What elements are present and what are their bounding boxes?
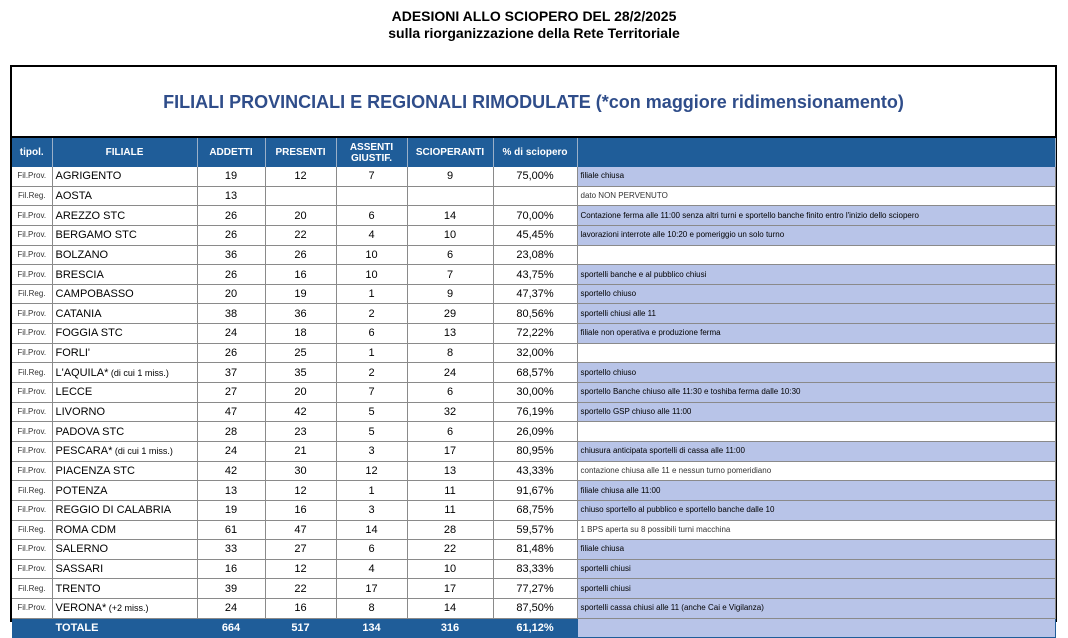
cell-tipol: Fil.Reg. — [12, 520, 52, 540]
cell-addetti: 24 — [197, 324, 265, 344]
cell-scioperanti: 13 — [407, 461, 493, 481]
cell-note — [577, 245, 1055, 265]
cell-scioperanti: 22 — [407, 540, 493, 560]
cell-percentuale: 80,56% — [493, 304, 577, 324]
cell-presenti: 42 — [265, 402, 336, 422]
table-row — [12, 284, 1055, 304]
report-frame — [10, 65, 1057, 635]
cell-note: sportelli chiusi — [577, 559, 1055, 579]
cell-assenti: 12 — [336, 461, 407, 481]
header-tipol: tipol. — [12, 138, 52, 167]
cell-presenti: 20 — [265, 206, 336, 226]
filiale-name: FOGGIA STC — [55, 327, 123, 340]
cell-percentuale: 87,50% — [493, 599, 577, 619]
cell-scioperanti: 6 — [407, 383, 493, 403]
table-row — [12, 540, 1055, 560]
cell-percentuale: 26,09% — [493, 422, 577, 442]
total-note — [577, 618, 1055, 638]
header-note — [577, 138, 1055, 167]
cell-assenti: 6 — [336, 540, 407, 560]
table-row — [12, 265, 1055, 285]
table-row — [12, 481, 1055, 501]
filiale-extra-note: (+2 miss.) — [106, 603, 149, 614]
cell-note: sportelli banche e al pubblico chiusi — [577, 265, 1055, 285]
cell-scioperanti: 13 — [407, 324, 493, 344]
cell-percentuale: 68,75% — [493, 500, 577, 520]
filiale-name: AREZZO STC — [55, 209, 126, 222]
cell-addetti: 20 — [197, 284, 265, 304]
cell-addetti: 26 — [197, 206, 265, 226]
cell-tipol: Fil.Reg. — [12, 481, 52, 501]
cell-filiale — [52, 186, 197, 206]
cell-filiale — [52, 304, 197, 324]
cell-percentuale: 76,19% — [493, 402, 577, 422]
cell-filiale — [52, 167, 197, 186]
cell-filiale — [52, 343, 197, 363]
filiale-name: TRENTO — [55, 582, 101, 595]
cell-filiale — [52, 206, 197, 226]
cell-addetti: 26 — [197, 225, 265, 245]
filiale-name: VERONA* — [55, 602, 107, 615]
table-row — [12, 461, 1055, 481]
cell-tipol: Fil.Prov. — [12, 422, 52, 442]
cell-percentuale: 43,75% — [493, 265, 577, 285]
cell-assenti: 4 — [336, 559, 407, 579]
cell-addetti: 39 — [197, 579, 265, 599]
filiale-name: BERGAMO STC — [55, 229, 137, 242]
cell-assenti: 8 — [336, 599, 407, 619]
cell-presenti: 20 — [265, 383, 336, 403]
cell-filiale — [52, 500, 197, 520]
cell-assenti: 10 — [336, 265, 407, 285]
cell-addetti: 19 — [197, 500, 265, 520]
cell-scioperanti: 7 — [407, 265, 493, 285]
cell-percentuale: 30,00% — [493, 383, 577, 403]
cell-note: sportello Banche chiuso alle 11:30 e toshiba ferma dalle 10:30 — [577, 383, 1055, 403]
cell-assenti: 5 — [336, 402, 407, 422]
document-subtitle: sulla riorganizzazione della Rete Territoriale — [388, 25, 680, 41]
cell-tipol: Fil.Prov. — [12, 225, 52, 245]
cell-addetti: 36 — [197, 245, 265, 265]
cell-assenti: 17 — [336, 579, 407, 599]
cell-note: dato NON PERVENUTO — [577, 186, 1055, 206]
filiale-extra-note: (di cui 1 miss.) — [112, 446, 173, 457]
cell-note: lavorazioni interrote alle 10:20 e pomeriggio un solo turno — [577, 225, 1055, 245]
header-filiale: FILIALE — [52, 138, 197, 167]
filiale-name: CAMPOBASSO — [55, 288, 134, 301]
cell-assenti: 1 — [336, 343, 407, 363]
cell-addetti: 26 — [197, 265, 265, 285]
cell-tipol: Fil.Prov. — [12, 441, 52, 461]
table-header-row — [12, 138, 1055, 167]
cell-addetti: 19 — [197, 167, 265, 186]
cell-addetti: 33 — [197, 540, 265, 560]
table-row — [12, 363, 1055, 383]
cell-scioperanti: 10 — [407, 559, 493, 579]
cell-percentuale: 77,27% — [493, 579, 577, 599]
cell-note: sportelli cassa chiusi alle 11 (anche Cai e Vigilanza) — [577, 599, 1055, 619]
cell-presenti: 19 — [265, 284, 336, 304]
cell-assenti: 14 — [336, 520, 407, 540]
cell-note: sportello chiuso — [577, 284, 1055, 304]
table-row — [12, 304, 1055, 324]
cell-filiale — [52, 599, 197, 619]
cell-addetti: 27 — [197, 383, 265, 403]
filiale-name: PADOVA STC — [55, 425, 125, 438]
cell-filiale — [52, 225, 197, 245]
cell-scioperanti: 6 — [407, 422, 493, 442]
table-row — [12, 579, 1055, 599]
filiale-name: ROMA CDM — [55, 523, 116, 536]
cell-scioperanti: 9 — [407, 167, 493, 186]
cell-assenti: 3 — [336, 500, 407, 520]
cell-note — [577, 343, 1055, 363]
cell-percentuale: 59,57% — [493, 520, 577, 540]
cell-presenti: 27 — [265, 540, 336, 560]
cell-note — [577, 422, 1055, 442]
header-percentuale: % di sciopero — [493, 138, 577, 167]
cell-tipol: Fil.Prov. — [12, 167, 52, 186]
cell-percentuale: 91,67% — [493, 481, 577, 501]
cell-scioperanti: 24 — [407, 363, 493, 383]
cell-tipol: Fil.Reg. — [12, 363, 52, 383]
cell-scioperanti: 29 — [407, 304, 493, 324]
cell-note: Contazione ferma alle 11:00 senza altri turni e sportello banche finito entro l'inizio dello sciopero — [577, 206, 1055, 226]
filiale-name: PESCARA* — [55, 445, 113, 458]
cell-percentuale: 83,33% — [493, 559, 577, 579]
cell-filiale — [52, 245, 197, 265]
cell-presenti: 22 — [265, 225, 336, 245]
cell-tipol: Fil.Prov. — [12, 324, 52, 344]
cell-filiale — [52, 284, 197, 304]
cell-presenti: 16 — [265, 265, 336, 285]
cell-tipol: Fil.Prov. — [12, 245, 52, 265]
cell-presenti: 36 — [265, 304, 336, 324]
header-presenti: PRESENTI — [265, 138, 336, 167]
cell-presenti: 26 — [265, 245, 336, 265]
cell-tipol: Fil.Prov. — [12, 206, 52, 226]
cell-filiale — [52, 265, 197, 285]
table-row — [12, 441, 1055, 461]
cell-percentuale: 45,45% — [493, 225, 577, 245]
cell-addetti: 16 — [197, 559, 265, 579]
cell-scioperanti: 10 — [407, 225, 493, 245]
cell-assenti: 5 — [336, 422, 407, 442]
cell-scioperanti: 17 — [407, 441, 493, 461]
cell-assenti: 7 — [336, 383, 407, 403]
cell-scioperanti: 9 — [407, 284, 493, 304]
filiale-name: LECCE — [55, 386, 93, 399]
cell-percentuale: 47,37% — [493, 284, 577, 304]
cell-percentuale: 32,00% — [493, 343, 577, 363]
cell-assenti: 2 — [336, 304, 407, 324]
table-row — [12, 186, 1055, 206]
cell-percentuale: 43,33% — [493, 461, 577, 481]
cell-note: contazione chiusa alle 11 e nessun turno pomeridiano — [577, 461, 1055, 481]
cell-filiale — [52, 324, 197, 344]
cell-note: chiuso sportello al pubblico e sportello banche dalle 10 — [577, 500, 1055, 520]
total-percentuale: 61,12% — [493, 618, 577, 638]
cell-addetti: 47 — [197, 402, 265, 422]
cell-assenti: 1 — [336, 481, 407, 501]
cell-scioperanti: 14 — [407, 206, 493, 226]
cell-addetti: 61 — [197, 520, 265, 540]
table-row — [12, 324, 1055, 344]
table-row — [12, 225, 1055, 245]
cell-presenti: 12 — [265, 481, 336, 501]
cell-filiale — [52, 402, 197, 422]
cell-note: 1 BPS aperta su 8 possibili turni macchina — [577, 520, 1055, 540]
cell-scioperanti: 14 — [407, 599, 493, 619]
cell-percentuale: 75,00% — [493, 167, 577, 186]
cell-presenti — [265, 186, 336, 206]
table-row — [12, 383, 1055, 403]
cell-filiale — [52, 441, 197, 461]
cell-presenti: 35 — [265, 363, 336, 383]
total-row — [12, 618, 1055, 638]
cell-presenti: 47 — [265, 520, 336, 540]
cell-filiale — [52, 383, 197, 403]
cell-note: sportelli chiusi — [577, 579, 1055, 599]
cell-tipol: Fil.Reg. — [12, 284, 52, 304]
header-assenti: ASSENTI GIUSTIF. — [336, 138, 407, 167]
table-row — [12, 500, 1055, 520]
total-label: TOTALE — [52, 618, 197, 638]
cell-scioperanti: 8 — [407, 343, 493, 363]
cell-filiale — [52, 481, 197, 501]
table-row — [12, 206, 1055, 226]
cell-percentuale: 72,22% — [493, 324, 577, 344]
cell-assenti: 6 — [336, 324, 407, 344]
cell-tipol: Fil.Prov. — [12, 500, 52, 520]
cell-note: filiale chiusa — [577, 167, 1055, 186]
cell-filiale — [52, 579, 197, 599]
cell-presenti: 18 — [265, 324, 336, 344]
filiale-name: POTENZA — [55, 484, 108, 497]
cell-presenti: 21 — [265, 441, 336, 461]
filiale-name: BOLZANO — [55, 248, 109, 261]
cell-tipol: Fil.Prov. — [12, 265, 52, 285]
cell-presenti: 23 — [265, 422, 336, 442]
cell-filiale — [52, 540, 197, 560]
cell-tipol: Fil.Prov. — [12, 461, 52, 481]
total-addetti: 664 — [197, 618, 265, 638]
cell-addetti: 13 — [197, 186, 265, 206]
filiale-name: SALERNO — [55, 543, 109, 556]
filiale-name: BRESCIA — [55, 268, 104, 281]
cell-note: sportello GSP chiuso alle 11:00 — [577, 402, 1055, 422]
cell-assenti — [336, 186, 407, 206]
total-presenti: 517 — [265, 618, 336, 638]
cell-note: sportello chiuso — [577, 363, 1055, 383]
cell-percentuale: 80,95% — [493, 441, 577, 461]
total-tipol — [12, 618, 52, 638]
cell-assenti: 2 — [336, 363, 407, 383]
filiale-name: CATANIA — [55, 307, 102, 320]
table-row — [12, 167, 1055, 186]
cell-tipol: Fil.Prov. — [12, 540, 52, 560]
cell-assenti: 4 — [336, 225, 407, 245]
cell-presenti: 30 — [265, 461, 336, 481]
cell-scioperanti: 11 — [407, 500, 493, 520]
table-row — [12, 599, 1055, 619]
cell-addetti: 13 — [197, 481, 265, 501]
filiale-name: PIACENZA STC — [55, 464, 135, 477]
strike-table — [12, 138, 1056, 638]
cell-scioperanti: 32 — [407, 402, 493, 422]
cell-percentuale: 81,48% — [493, 540, 577, 560]
filiale-name: LIVORNO — [55, 406, 106, 418]
cell-addetti: 38 — [197, 304, 265, 324]
cell-tipol: Fil.Prov. — [12, 343, 52, 363]
cell-note: chiusura anticipata sportelli di cassa alle 11:00 — [577, 441, 1055, 461]
cell-tipol: Fil.Prov. — [12, 304, 52, 324]
cell-tipol: Fil.Prov. — [12, 599, 52, 619]
cell-filiale — [52, 520, 197, 540]
cell-addetti: 28 — [197, 422, 265, 442]
cell-percentuale: 68,57% — [493, 363, 577, 383]
cell-percentuale: 23,08% — [493, 245, 577, 265]
cell-addetti: 24 — [197, 441, 265, 461]
cell-addetti: 37 — [197, 363, 265, 383]
cell-presenti: 22 — [265, 579, 336, 599]
section-banner: FILIALI PROVINCIALI E REGIONALI RIMODULATE (*con maggiore ridimensionamento) — [12, 67, 1055, 138]
filiale-extra-note: (di cui 1 miss.) — [108, 367, 169, 378]
cell-addetti: 26 — [197, 343, 265, 363]
cell-percentuale: 70,00% — [493, 206, 577, 226]
cell-tipol: Fil.Reg. — [12, 186, 52, 206]
document-title: ADESIONI ALLO SCIOPERO DEL 28/2/2025 — [391, 8, 677, 24]
table-row — [12, 559, 1055, 579]
cell-note: sportelli chiusi alle 11 — [577, 304, 1055, 324]
cell-filiale — [52, 363, 197, 383]
cell-scioperanti: 6 — [407, 245, 493, 265]
table-row — [12, 520, 1055, 540]
cell-assenti: 1 — [336, 284, 407, 304]
filiale-name: REGGIO DI CALABRIA — [55, 504, 172, 517]
cell-percentuale — [493, 186, 577, 206]
total-scioperanti: 316 — [407, 618, 493, 638]
cell-presenti: 25 — [265, 343, 336, 363]
filiale-name: L'AQUILA* — [55, 366, 109, 379]
cell-note: filiale non operativa e produzione ferma — [577, 324, 1055, 344]
cell-assenti: 6 — [336, 206, 407, 226]
cell-tipol: Fil.Prov. — [12, 559, 52, 579]
cell-filiale — [52, 559, 197, 579]
cell-presenti: 12 — [265, 167, 336, 186]
cell-tipol: Fil.Reg. — [12, 579, 52, 599]
cell-scioperanti — [407, 186, 493, 206]
table-row — [12, 402, 1055, 422]
cell-assenti: 7 — [336, 167, 407, 186]
cell-addetti: 24 — [197, 599, 265, 619]
cell-tipol: Fil.Prov. — [12, 383, 52, 403]
cell-assenti: 10 — [336, 245, 407, 265]
table-row — [12, 422, 1055, 442]
cell-scioperanti: 28 — [407, 520, 493, 540]
filiale-name: FORLI' — [55, 347, 90, 360]
table-row — [12, 343, 1055, 363]
cell-note: filiale chiusa — [577, 540, 1055, 560]
cell-scioperanti: 17 — [407, 579, 493, 599]
filiale-name: AOSTA — [55, 189, 92, 202]
cell-presenti: 16 — [265, 500, 336, 520]
cell-addetti: 42 — [197, 461, 265, 481]
header-scioperanti: SCIOPERANTI — [407, 138, 493, 167]
cell-filiale — [52, 422, 197, 442]
filiale-name: AGRIGENTO — [55, 170, 122, 183]
filiale-name: SASSARI — [55, 563, 104, 576]
cell-note: filiale chiusa alle 11:00 — [577, 481, 1055, 501]
cell-assenti: 3 — [336, 441, 407, 461]
cell-scioperanti: 11 — [407, 481, 493, 501]
total-assenti: 134 — [336, 618, 407, 638]
cell-tipol: Fil.Prov. — [12, 402, 52, 422]
table-row — [12, 245, 1055, 265]
cell-filiale — [52, 461, 197, 481]
cell-presenti: 12 — [265, 559, 336, 579]
cell-presenti: 16 — [265, 599, 336, 619]
header-addetti: ADDETTI — [197, 138, 265, 167]
